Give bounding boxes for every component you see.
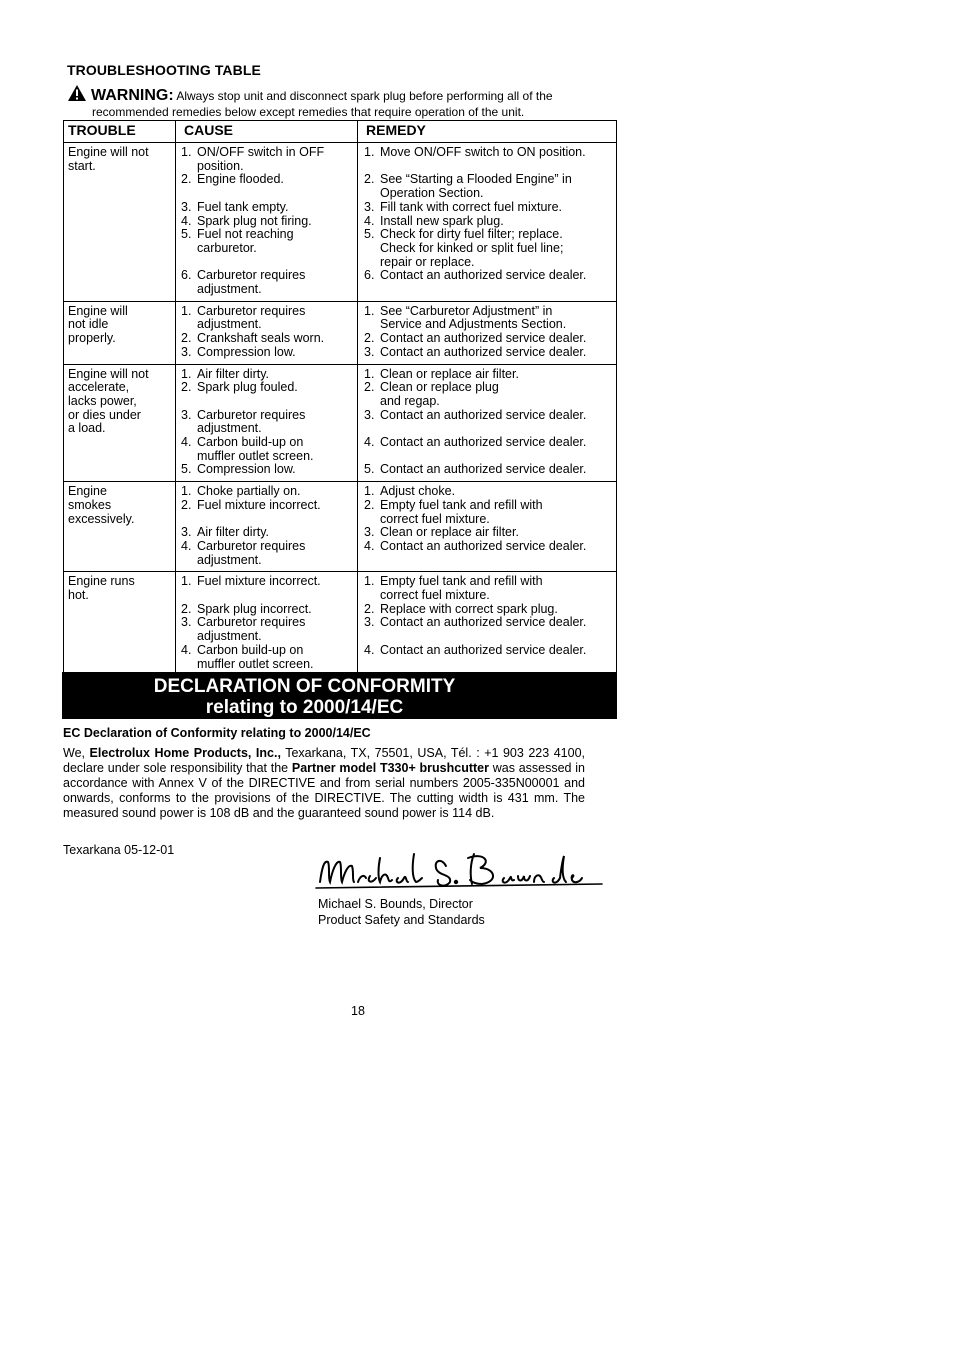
item-number: 4. [364, 213, 375, 228]
trouble-cell [64, 482, 176, 572]
header-remedy: REMEDY [358, 121, 617, 143]
item-number: 1. [181, 484, 192, 499]
cause-item [181, 146, 353, 173]
item-number: 3. [364, 344, 375, 359]
item-number: 6. [181, 268, 192, 283]
cause-cell [176, 482, 358, 572]
body-part2: was assessed in accordance with Annex V of the DIRECTIVE and from serial numbers 2005-335N00001 and onwards, conforms to the provisions of the DIRECTIVE. The cutting width is 431 mm. The measured sound power is 108 dB and the guaranteed sound power is 114 dB. [63, 761, 585, 820]
declaration-heading: EC Declaration of Conformity relating to 2000/14/EC [63, 726, 371, 740]
item-line: Contact an authorized service dealer. [380, 462, 587, 477]
spacer [380, 283, 612, 297]
spacer [197, 589, 353, 603]
remedy-item [364, 485, 612, 499]
item-number: 3. [181, 407, 192, 422]
remedy-item [364, 173, 612, 200]
warning-text-line2: recommended remedies below except remedies that require operation of the unit. [92, 105, 525, 119]
item-line: Adjust choke. [380, 484, 456, 499]
remedy-item [364, 215, 612, 229]
item-text [380, 201, 612, 215]
trouble-cell [64, 301, 176, 364]
spacer [380, 658, 612, 672]
item-text [380, 332, 612, 346]
item-number: 1. [181, 366, 192, 381]
item-line: Contact an authorized service dealer. [380, 407, 587, 422]
item-number: 5. [364, 227, 375, 242]
item-line: Fill tank with correct fuel mixture. [380, 199, 562, 214]
cause-item [181, 201, 353, 215]
item-text [380, 540, 612, 567]
item-line: correct fuel mixture. [380, 511, 490, 526]
item-number: 4. [364, 538, 375, 553]
item-line: position. [197, 158, 244, 173]
spacer [197, 513, 353, 527]
item-line: Air filter dirty. [197, 366, 269, 381]
item-line: Check for kinked or split fuel line; [380, 240, 564, 255]
header-trouble: TROUBLE [64, 121, 176, 143]
item-number: 2. [364, 497, 375, 512]
cause-item [181, 485, 353, 499]
trouble-cell [64, 364, 176, 482]
cause-item [181, 269, 353, 296]
item-text [197, 269, 353, 296]
item-text [380, 305, 612, 332]
trouble-line: start. [68, 158, 96, 173]
cause-item [181, 228, 353, 269]
item-line: Fuel mixture incorrect. [197, 497, 321, 512]
item-number: 2. [181, 497, 192, 512]
item-line: Contact an authorized service dealer. [380, 538, 587, 553]
cause-cell [176, 143, 358, 302]
item-line: Choke partially on. [197, 484, 301, 499]
body-we: We, [63, 746, 90, 760]
cause-item [181, 616, 353, 643]
item-number: 1. [364, 366, 375, 381]
item-number: 2. [364, 172, 375, 187]
item-number: 3. [364, 199, 375, 214]
remedy-cell [358, 482, 617, 572]
cause-item [181, 332, 353, 346]
item-text [197, 409, 353, 436]
item-text [380, 644, 612, 671]
item-text [197, 201, 353, 215]
remedy-item [364, 644, 612, 671]
cause-item [181, 540, 353, 567]
table-header-row [64, 121, 617, 143]
signature-image [314, 848, 604, 894]
cause-item [181, 644, 353, 671]
item-line: Spark plug incorrect. [197, 601, 312, 616]
item-number: 3. [364, 615, 375, 630]
remedy-item [364, 201, 612, 215]
item-number: 1. [181, 303, 192, 318]
item-line: Spark plug not firing. [197, 213, 312, 228]
item-line: Install new spark plug. [380, 213, 504, 228]
remedy-item [364, 381, 612, 408]
cause-item [181, 173, 353, 200]
trouble-line: a load. [68, 421, 106, 436]
item-number: 3. [181, 199, 192, 214]
trouble-line: Engine will [68, 303, 128, 318]
item-text [380, 228, 612, 269]
cause-cell [176, 301, 358, 364]
item-line: Clean or replace plug [380, 380, 499, 395]
model-name: Partner model T330+ brushcutter [291, 761, 489, 775]
cause-item [181, 368, 353, 382]
item-text [380, 603, 612, 617]
page-title: TROUBLESHOOTING TABLE [67, 62, 261, 78]
item-text [380, 381, 612, 408]
item-number: 1. [364, 303, 375, 318]
declaration-subtitle-line: relating to 2000/14/EC [205, 697, 404, 718]
cause-item [181, 526, 353, 540]
remedy-item [364, 305, 612, 332]
item-number: 3. [181, 615, 192, 630]
item-number: 2. [181, 380, 192, 395]
page-number: 18 [351, 1004, 365, 1018]
trouble-line: properly. [68, 331, 116, 346]
item-number: 3. [181, 525, 192, 540]
item-line: repair or replace. [380, 254, 475, 269]
item-number: 2. [364, 331, 375, 346]
item-line: Carburetor requires [197, 268, 306, 283]
body-part1: Texarkana, TX, 75501, USA, Tél. : +1 903 223 4100, declare under sole responsibility that the [63, 746, 585, 775]
spacer [380, 160, 612, 174]
item-line: Engine flooded. [197, 172, 284, 187]
item-line: Carburetor requires [197, 407, 306, 422]
item-text [197, 215, 353, 229]
item-line: Clean or replace air filter. [380, 525, 519, 540]
item-line: adjustment. [197, 552, 262, 567]
item-line: Carburetor requires [197, 303, 306, 318]
remedy-item [364, 409, 612, 436]
item-number: 1. [364, 145, 375, 159]
item-number: 6. [364, 268, 375, 283]
place-date: Texarkana 05-12-01 [63, 843, 175, 857]
spacer [197, 395, 353, 409]
spacer [380, 630, 612, 644]
item-line: adjustment. [197, 421, 262, 436]
item-line: adjustment. [197, 282, 262, 296]
table-row [64, 364, 617, 482]
remedy-item [364, 269, 612, 296]
item-line: Carbon build-up on [197, 642, 304, 657]
item-text [197, 644, 353, 671]
remedy-item [364, 228, 612, 269]
cause-item [181, 346, 353, 360]
item-number: 1. [364, 574, 375, 589]
spacer [380, 450, 612, 464]
item-text [197, 305, 353, 332]
item-number: 2. [181, 601, 192, 616]
item-text [197, 332, 353, 346]
item-text [380, 215, 612, 229]
item-line: Spark plug fouled. [197, 380, 298, 395]
remedy-item [364, 463, 612, 477]
item-line: Carburetor requires [197, 538, 306, 553]
item-line: Contact an authorized service dealer. [380, 268, 587, 283]
item-text [197, 381, 353, 408]
remedy-item [364, 616, 612, 643]
declaration-body [63, 746, 585, 821]
item-line: Fuel tank empty. [197, 199, 289, 214]
item-number: 4. [364, 642, 375, 657]
table-row [64, 482, 617, 572]
item-line: Contact an authorized service dealer. [380, 331, 587, 346]
item-text [197, 485, 353, 499]
remedy-item [364, 603, 612, 617]
item-line: See “Carburetor Adjustment” in [380, 303, 553, 318]
spacer [197, 256, 353, 270]
item-text [380, 436, 612, 463]
trouble-line: or dies under [68, 407, 141, 422]
item-line: Move ON/OFF switch to ON position. [380, 145, 586, 159]
warning-notice [67, 84, 617, 119]
spacer [380, 422, 612, 436]
item-number: 3. [364, 407, 375, 422]
item-line: Fuel not reaching [197, 227, 294, 242]
cause-item [181, 409, 353, 436]
remedy-cell [358, 143, 617, 302]
declaration-title: DECLARATION OF CONFORMITY [153, 676, 456, 697]
item-line: Replace with correct spark plug. [380, 601, 558, 616]
item-text [197, 540, 353, 567]
item-number: 5. [181, 227, 192, 242]
item-line: Empty fuel tank and refill with [380, 497, 543, 512]
trouble-line: hot. [68, 588, 89, 603]
trouble-line: Engine will not [68, 366, 149, 381]
cause-cell [176, 364, 358, 482]
header-cause: CAUSE [176, 121, 358, 143]
item-text [380, 146, 612, 173]
trouble-line: lacks power, [68, 393, 137, 408]
item-text [380, 269, 612, 296]
item-number: 4. [181, 213, 192, 228]
item-number: 4. [181, 435, 192, 450]
cause-item [181, 603, 353, 617]
item-line: muffler outlet screen. [197, 448, 314, 463]
item-line: muffler outlet screen. [197, 656, 314, 671]
item-line: Contact an authorized service dealer. [380, 435, 587, 450]
item-line: Contact an authorized service dealer. [380, 615, 587, 630]
item-line: Operation Section. [380, 186, 484, 201]
item-number: 4. [181, 642, 192, 657]
item-number: 5. [181, 462, 192, 477]
item-line: carburetor. [197, 240, 257, 255]
item-text [380, 368, 612, 382]
spacer [380, 554, 612, 568]
cause-item [181, 436, 353, 463]
table-row [64, 143, 617, 302]
item-line: Contact an authorized service dealer. [380, 642, 587, 657]
cause-item [181, 499, 353, 526]
item-line: Empty fuel tank and refill with [380, 574, 543, 589]
cause-item [181, 463, 353, 477]
item-line: adjustment. [197, 317, 262, 332]
trouble-line: smokes [68, 497, 112, 512]
cause-item [181, 575, 353, 602]
item-line: Fuel mixture incorrect. [197, 574, 321, 589]
cause-item [181, 305, 353, 332]
item-number: 1. [181, 145, 192, 159]
item-text [380, 173, 612, 200]
warning-text-line1: Always stop unit and disconnect spark plug before performing all of the [176, 89, 553, 103]
item-text [197, 575, 353, 602]
item-number: 4. [364, 435, 375, 450]
item-line: Crankshaft seals worn. [197, 331, 325, 346]
item-line: Service and Adjustments Section. [380, 317, 567, 332]
item-text [197, 436, 353, 463]
cause-item [181, 215, 353, 229]
signer-title: Product Safety and Standards [318, 913, 485, 927]
table-row [64, 301, 617, 364]
trouble-line: Engine will not [68, 145, 149, 159]
item-line: correct fuel mixture. [380, 588, 490, 603]
remedy-item [364, 332, 612, 346]
item-text [380, 485, 612, 499]
warning-label: WARNING: [91, 87, 174, 104]
cause-cell [176, 572, 358, 676]
item-text [197, 228, 353, 269]
trouble-cell [64, 572, 176, 676]
item-text [197, 346, 353, 360]
item-text [380, 526, 612, 540]
item-text [197, 499, 353, 526]
remedy-item [364, 499, 612, 526]
item-text [197, 368, 353, 382]
item-number: 1. [364, 484, 375, 499]
item-number: 2. [364, 601, 375, 616]
remedy-cell [358, 364, 617, 482]
item-text [197, 603, 353, 617]
item-text [197, 173, 353, 200]
item-number: 5. [364, 462, 375, 477]
item-number: 3. [364, 525, 375, 540]
cause-item [181, 381, 353, 408]
item-text [380, 575, 612, 602]
trouble-line: accelerate, [68, 380, 130, 395]
warning-triangle-icon [67, 84, 87, 105]
remedy-item [364, 346, 612, 360]
item-line: Compression low. [197, 344, 296, 359]
remedy-cell [358, 301, 617, 364]
remedy-item [364, 526, 612, 540]
item-line: Clean or replace air filter. [380, 366, 519, 381]
item-line: and regap. [380, 393, 440, 408]
item-text [197, 146, 353, 173]
item-number: 2. [364, 380, 375, 395]
item-text [197, 526, 353, 540]
item-text [380, 463, 612, 477]
item-text [380, 409, 612, 436]
item-text [380, 346, 612, 360]
item-text [380, 499, 612, 526]
trouble-line: excessively. [68, 511, 135, 526]
remedy-item [364, 146, 612, 173]
spacer [197, 187, 353, 201]
remedy-item [364, 368, 612, 382]
item-line: Carburetor requires [197, 615, 306, 630]
item-line: adjustment. [197, 629, 262, 644]
item-number: 2. [181, 172, 192, 187]
trouble-line: Engine [68, 484, 107, 499]
item-line: Check for dirty fuel filter; replace. [380, 227, 563, 242]
item-number: 1. [181, 574, 192, 589]
item-number: 2. [181, 331, 192, 346]
item-number: 3. [181, 344, 192, 359]
item-text [197, 616, 353, 643]
remedy-item [364, 540, 612, 567]
item-line: See “Starting a Flooded Engine” in [380, 172, 572, 187]
trouble-cell [64, 143, 176, 302]
company-name: Electrolux Home Products, Inc., [89, 746, 281, 760]
remedy-cell [358, 572, 617, 676]
trouble-line: not idle [68, 317, 109, 332]
declaration-banner [62, 672, 617, 719]
item-line: Air filter dirty. [197, 525, 269, 540]
table-row [64, 572, 617, 676]
signer-name: Michael S. Bounds, Director [318, 897, 473, 911]
item-line: Compression low. [197, 462, 296, 477]
item-line: ON/OFF switch in OFF [197, 145, 325, 159]
item-text [197, 463, 353, 477]
remedy-item [364, 575, 612, 602]
troubleshooting-table [63, 120, 617, 676]
item-number: 4. [181, 538, 192, 553]
remedy-item [364, 436, 612, 463]
item-line: Carbon build-up on [197, 435, 304, 450]
trouble-line: Engine runs [68, 574, 135, 589]
item-text [380, 616, 612, 643]
item-line: Contact an authorized service dealer. [380, 344, 587, 359]
